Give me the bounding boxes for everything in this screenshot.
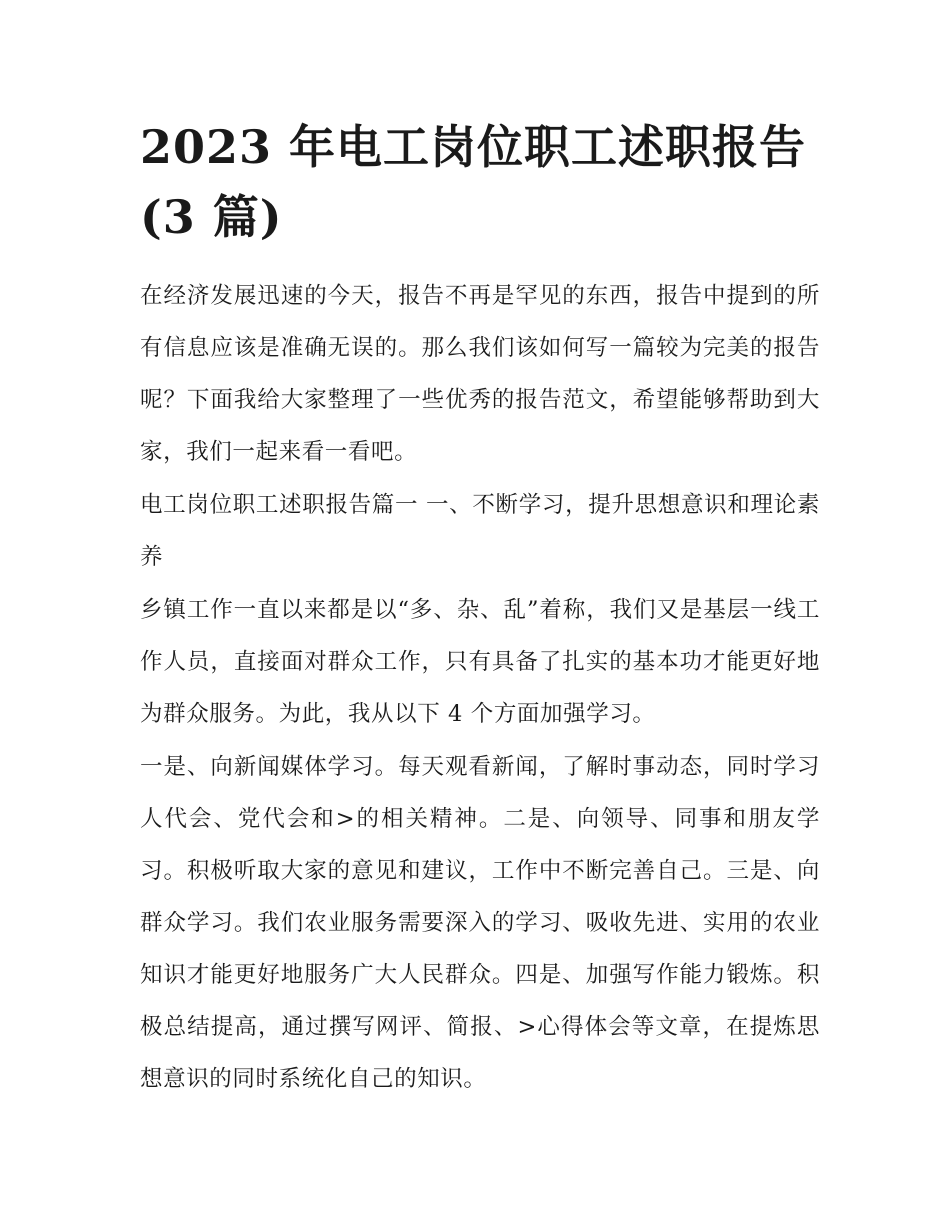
paragraph-township-work: 乡镇工作一直以来都是以“多、杂、乱”着称，我们又是基层一线工作人员，直接面对群众工作，只有具备了扎实的基本功才能更好地为群众服务。为此，我从以下 4 个方面加强学习。 bbox=[140, 597, 820, 727]
paragraph-intro: 在经济发展迅速的今天，报告不再是罕见的东西，报告中提到的所有信息应该是准确无误的。那么我们该如何写一篇较为完美的报告呢？下面我给大家整理了一些优秀的报告范文，希望能够帮助到大家，我们一起来看一看吧。 bbox=[140, 283, 820, 465]
paragraph-study-methods: 一是、向新闻媒体学习。每天观看新闻，了解时事动态，同时学习人代会、党代会和>的相关精神。二是、向领导、同事和朋友学习。积极听取大家的意见和建议，工作中不断完善自己。三是、向群众学习。我们农业服务需要深入的学习、吸收先进、实用的农业知识才能更好地服务广大人民群众。四是、加强写作能力锻炼。积极总结提高，通过撰写网评、简报、>心得体会等文章，在提炼思想意识的同时系统化自己的知识。 bbox=[140, 754, 820, 1092]
document-page bbox=[140, 112, 820, 1105]
paragraph-section-heading: 电工岗位职工述职报告篇一 一、不断学习，提升思想意识和理论素养 bbox=[140, 492, 820, 570]
document-title: 2023 年电工岗位职工述职报告 (3 篇) bbox=[140, 120, 807, 244]
